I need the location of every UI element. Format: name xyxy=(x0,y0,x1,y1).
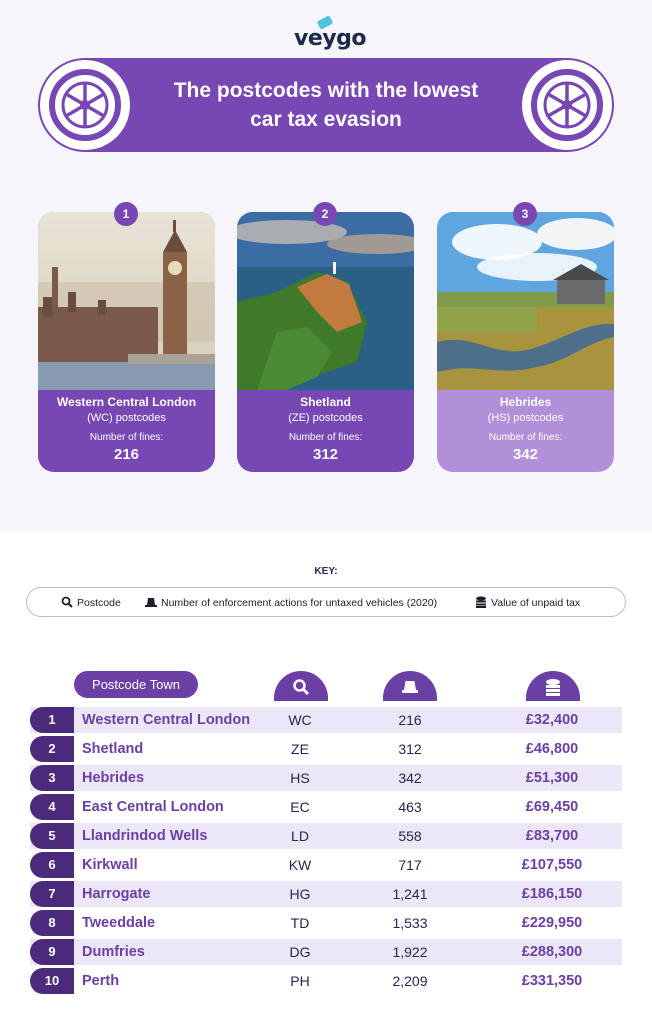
action-count: 342 xyxy=(398,770,422,786)
page-title: The postcodes with the lowest car tax evasion xyxy=(173,79,479,131)
unpaid-value: £51,300 xyxy=(525,770,579,786)
key-postcode: Postcode xyxy=(61,596,121,609)
rank-number: 2 xyxy=(30,736,74,762)
fines-value: 342 xyxy=(512,446,539,463)
rank-number: 3 xyxy=(30,765,74,791)
fines-label: Number of fines: xyxy=(89,432,164,443)
action-count: 216 xyxy=(398,712,422,728)
postcode: DG xyxy=(289,944,311,960)
coins-icon xyxy=(475,596,487,608)
table-row xyxy=(30,910,622,936)
rank-badge: 2 xyxy=(313,202,337,226)
town-name: Llandrindod Wells xyxy=(82,828,208,844)
town-name: Western Central London xyxy=(82,712,251,728)
postcode: PH xyxy=(290,973,310,989)
hebrides-photo xyxy=(437,212,614,390)
unpaid-value: £46,800 xyxy=(525,741,579,757)
action-count: 312 xyxy=(398,741,422,757)
fines-label: Number of fines: xyxy=(488,432,563,443)
rank-number: 10 xyxy=(30,968,74,994)
column-header-value xyxy=(526,671,580,701)
unpaid-value: £186,150 xyxy=(521,886,583,902)
coins-icon xyxy=(544,678,562,696)
action-count: 1,922 xyxy=(392,944,428,960)
table-row xyxy=(30,794,622,820)
postcode: HG xyxy=(289,886,311,902)
key-actions: Number of enforcement actions for untaxed vehicles (2020) xyxy=(145,596,437,609)
wheel-icon xyxy=(40,60,130,150)
action-count: 1,241 xyxy=(392,886,428,902)
card-place: Shetland xyxy=(300,395,351,409)
rank-badge: 3 xyxy=(513,202,537,226)
london-photo xyxy=(38,212,215,390)
card-subtitle: (HS) postcodes xyxy=(487,412,564,424)
wheel-icon xyxy=(522,60,612,150)
police-hat-icon xyxy=(401,678,419,696)
unpaid-value: £288,300 xyxy=(521,944,583,960)
town-name: Hebrides xyxy=(82,770,145,786)
town-name: Harrogate xyxy=(82,886,151,902)
veygo-logo[interactable] xyxy=(290,18,366,54)
rank-badge: 1 xyxy=(114,202,138,226)
rank-number: 6 xyxy=(30,852,74,878)
action-count: 717 xyxy=(398,857,422,873)
action-count: 1,533 xyxy=(392,915,428,931)
town-name: East Central London xyxy=(82,799,224,815)
table-row xyxy=(30,823,622,849)
table-row xyxy=(30,736,622,762)
postcode: TD xyxy=(290,915,310,931)
shetland-photo xyxy=(237,212,414,390)
title-banner xyxy=(38,58,614,152)
table-row xyxy=(30,765,622,791)
unpaid-value: £331,350 xyxy=(521,973,583,989)
rank-number: 4 xyxy=(30,794,74,820)
fines-label: Number of fines: xyxy=(288,432,363,443)
unpaid-value: £83,700 xyxy=(525,828,579,844)
rank-number: 9 xyxy=(30,939,74,965)
unpaid-value: £69,450 xyxy=(525,799,579,815)
card-info xyxy=(437,390,614,472)
unpaid-value: £32,400 xyxy=(525,712,579,728)
postcode: WC xyxy=(288,712,312,728)
key-title: KEY: xyxy=(314,566,338,577)
table-row xyxy=(30,939,622,965)
postcode: ZE xyxy=(291,741,309,757)
search-icon xyxy=(292,678,310,696)
postcode-card xyxy=(38,212,215,472)
rank-number: 8 xyxy=(30,910,74,936)
column-header-actions xyxy=(383,671,437,701)
action-count: 463 xyxy=(398,799,422,815)
card-place: Western Central London xyxy=(56,395,197,409)
rank-number: 5 xyxy=(30,823,74,849)
town-name: Tweeddale xyxy=(82,915,156,931)
table-row xyxy=(30,968,622,994)
action-count: 2,209 xyxy=(392,973,428,989)
card-subtitle: (ZE) postcodes xyxy=(288,412,363,424)
column-header-postcode xyxy=(274,671,328,701)
postcode: HS xyxy=(290,770,310,786)
postcode-card xyxy=(437,212,614,472)
town-name: Kirkwall xyxy=(82,857,138,873)
town-name: Perth xyxy=(82,973,120,989)
logo-text: veygo xyxy=(294,26,366,51)
town-name: Shetland xyxy=(82,741,144,757)
rank-number: 7 xyxy=(30,881,74,907)
rank-number: 1 xyxy=(30,707,74,733)
card-place: Hebrides xyxy=(499,395,552,409)
table-row xyxy=(30,881,622,907)
card-info xyxy=(237,390,414,472)
key-value: Value of unpaid tax xyxy=(475,596,580,609)
search-icon xyxy=(61,596,73,608)
postcode: LD xyxy=(291,828,309,844)
unpaid-value: £107,550 xyxy=(521,857,583,873)
fines-value: 216 xyxy=(113,446,140,463)
column-header-town: Postcode Town xyxy=(74,671,198,698)
town-name: Dumfries xyxy=(82,944,145,960)
card-info xyxy=(38,390,215,472)
postcode-card xyxy=(237,212,414,472)
key-legend xyxy=(26,587,626,617)
table-row xyxy=(30,852,622,878)
table-row xyxy=(30,707,622,733)
postcode: EC xyxy=(290,799,310,815)
fines-value: 312 xyxy=(312,446,339,463)
postcode: KW xyxy=(288,857,312,873)
police-hat-icon xyxy=(145,596,157,608)
action-count: 558 xyxy=(398,828,422,844)
card-subtitle: (WC) postcodes xyxy=(87,412,166,424)
unpaid-value: £229,950 xyxy=(521,915,583,931)
